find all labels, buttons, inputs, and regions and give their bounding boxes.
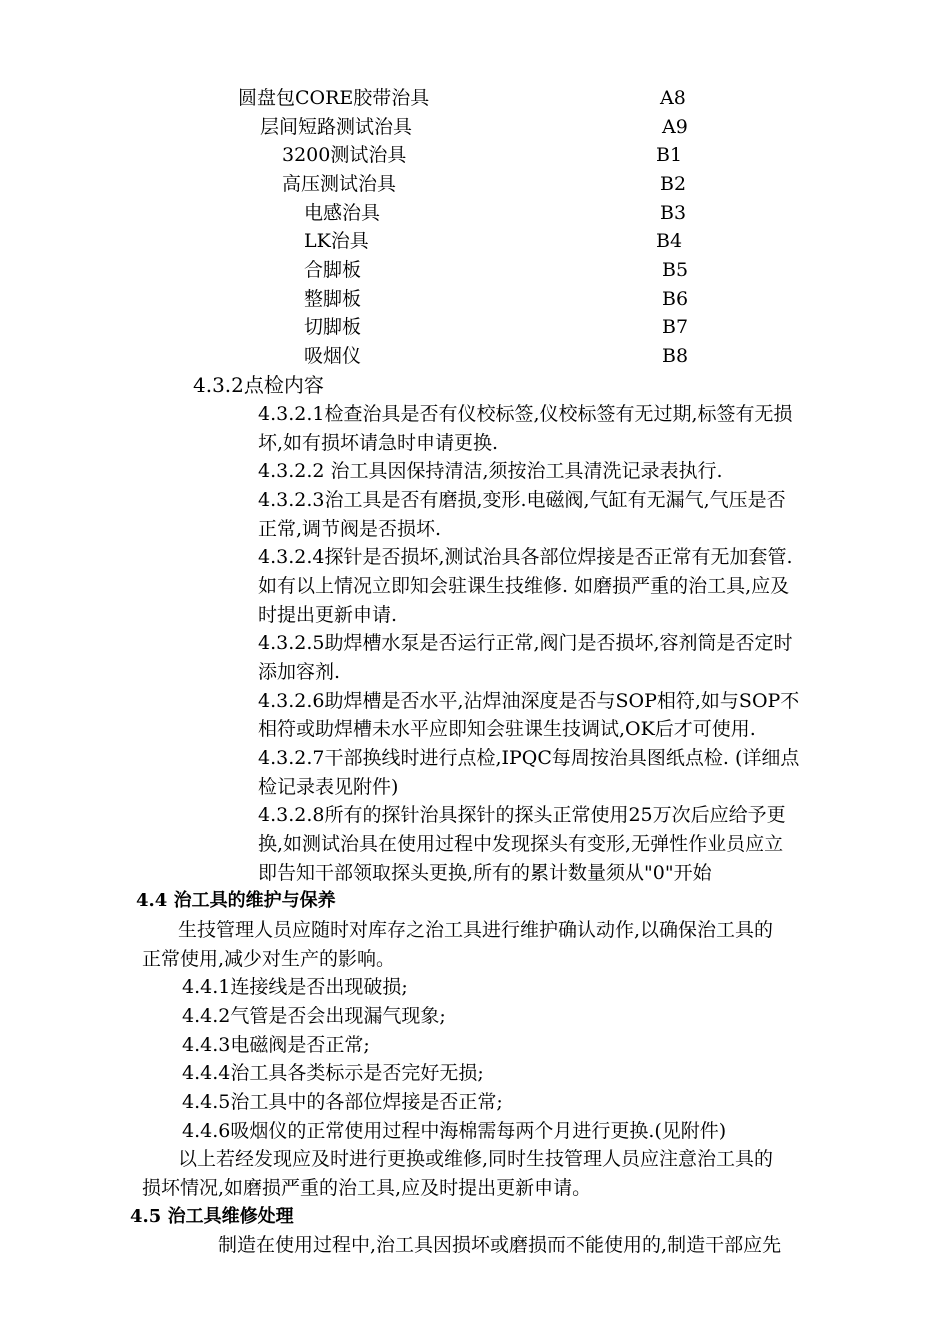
fixture-name: 切脚板 [304,316,362,338]
paragraph-line: 4.3.2.3治工具是否有磨损,变形.电磁阀,气缸有无漏气,气压是否 [258,489,786,511]
section-heading: 4.5 治工具维修处理 [130,1206,294,1227]
paragraph-line: 4.3.2.5助焊槽水泵是否运行正常,阀门是否损坏,容剂筒是否定时 [258,632,793,654]
paragraph-line: 损坏情况,如磨损严重的治工具,应及时提出更新申请。 [142,1177,592,1199]
fixture-code: A9 [662,116,688,138]
fixture-code: B8 [662,345,689,367]
fixture-name: 电感治具 [304,202,381,224]
list-item: 4.4.5治工具中的各部位焊接是否正常; [182,1091,503,1113]
paragraph-line: 4.3.2.1检查治具是否有仪校标签,仪校标签有无过期,标签有无损 [258,403,793,425]
paragraph-line: 正常使用,减少对生产的影响。 [142,948,396,970]
list-item: 4.4.2气管是否会出现漏气现象; [182,1005,446,1027]
paragraph-line: 如有以上情况立即知会驻课生技维修. 如磨损严重的治工具,应及 [258,575,790,597]
paragraph-line: 相符或助焊槽未水平应即知会驻课生技调试,OK后才可使用. [258,718,756,740]
paragraph-line: 换,如测试治具在使用过程中发现探头有变形,无弹性作业员应立 [258,833,784,855]
fixture-name: 吸烟仪 [304,345,362,367]
list-item: 4.4.4治工具各类标示是否完好无损; [182,1062,484,1084]
fixture-code: B1 [656,144,683,166]
fixture-name: 层间短路测试治具 [260,116,413,138]
fixture-code: B2 [660,173,687,195]
section-heading: 4.4 治工具的维护与保养 [136,890,336,911]
paragraph-line: 检记录表见附件) [258,776,399,798]
paragraph-line: 4.3.2.2 治工具因保持清洁,须按治工具清洗记录表执行. [258,460,723,482]
list-item: 4.4.1连接线是否出现破损; [182,976,408,998]
fixture-name: 高压测试治具 [282,173,397,195]
fixture-code: B7 [662,316,689,338]
paragraph-line: 制造在使用过程中,治工具因损坏或磨损而不能使用的,制造干部应先 [218,1234,782,1256]
fixture-code: B5 [662,259,689,281]
paragraph-line: 添加容剂. [258,661,341,683]
fixture-code: A8 [660,87,686,109]
list-item: 4.4.6吸烟仪的正常使用过程中海棉需每两个月进行更换.(见附件) [182,1120,727,1142]
paragraph-line: 时提出更新申请. [258,604,398,626]
fixture-name: 合脚板 [304,259,362,281]
list-item: 4.4.3电磁阀是否正常; [182,1034,370,1056]
paragraph-line: 以上若经发现应及时进行更换或维修,同时生技管理人员应注意治工具的 [178,1148,774,1170]
fixture-name: 圆盘包CORE胶带治具 [238,87,430,109]
fixture-name: LK治具 [304,230,369,252]
paragraph-line: 生技管理人员应随时对库存之治工具进行维护确认动作,以确保治工具的 [178,919,774,941]
paragraph-line: 4.3.2.8所有的探针治具探针的探头正常使用25万次后应给予更 [258,804,786,826]
section-heading: 4.3.2点检内容 [193,373,324,397]
paragraph-line: 4.3.2.7干部换线时进行点检,IPQC每周按治具图纸点检. (详细点 [258,747,800,769]
fixture-code: B4 [656,230,683,252]
fixture-name: 整脚板 [304,288,362,310]
paragraph-line: 正常,调节阀是否损坏. [258,518,442,540]
paragraph-line: 坏,如有损坏请急时申请更换. [258,432,499,454]
paragraph-line: 4.3.2.6助焊槽是否水平,沾焊油深度是否与SOP相符,如与SOP不 [258,690,800,712]
paragraph-line: 4.3.2.4探针是否损坏,测试治具各部位焊接是否正常有无加套管. [258,546,793,568]
fixture-name: 3200测试治具 [282,144,407,166]
fixture-code: B3 [660,202,687,224]
fixture-code: B6 [662,288,689,310]
paragraph-line: 即告知干部领取探头更换,所有的累计数量须从"0"开始 [258,862,712,884]
